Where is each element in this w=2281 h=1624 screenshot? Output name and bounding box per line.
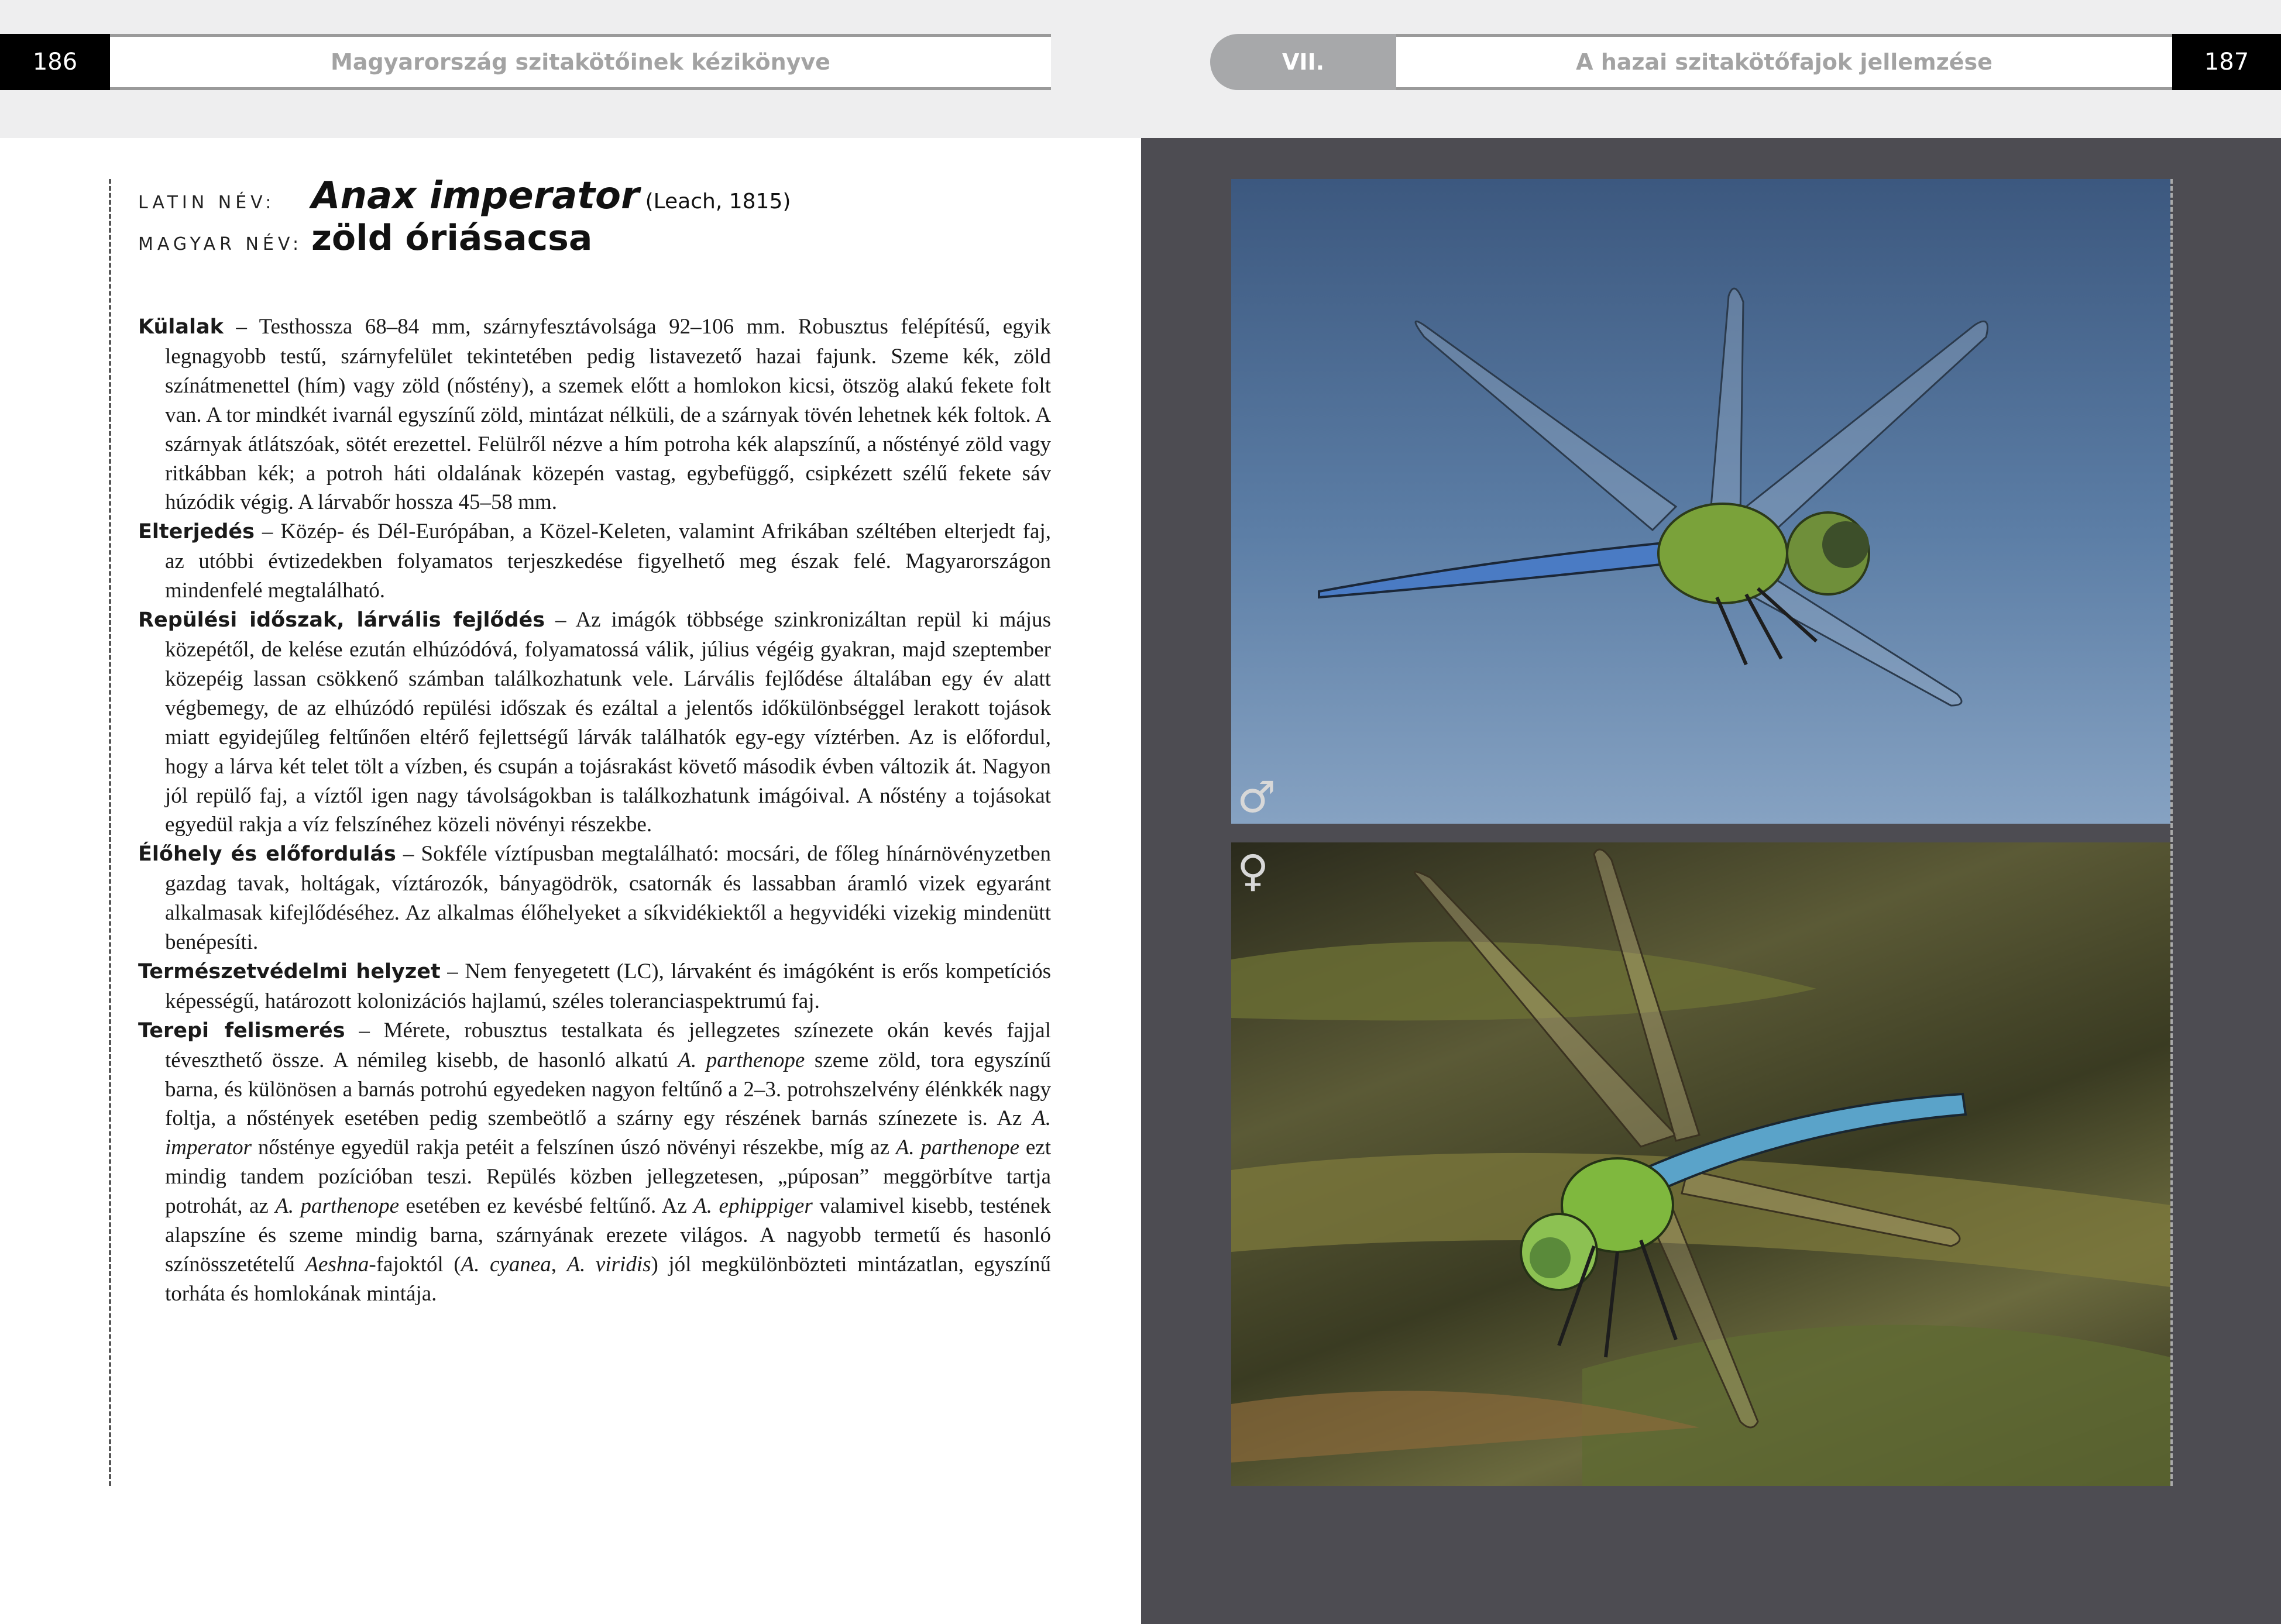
section-text: Közép- és Dél-Európában, a Közel-Keleten, valamint Afrikában széltében elterjedt faj, az utóbbi évtizedekben folyamatos terjeszkedése figyelhető meg észak felé. Magyarországon mindenfelé megtalálható. <box>165 519 1051 603</box>
species-ref: A. ephippiger <box>693 1194 813 1219</box>
section-title: Elterjedés <box>138 520 255 544</box>
section-text: Testhossza 68–84 mm, szárnyfesztávolsága 92–106 mm. Robusztus felépítésű, egyik legnagyobb testű, szárnyfelület tekintetében pedig listavezető hazai fajunk. Szeme kék, zöld színátmenettel (hím) vagy zöld (nőstény), a szemek előtt a homlokon kicsi, ötszög alakú fekete folt van. A tor mindkét ivarnál egyszínű zöld, mintázat nélküli, de a szárnyak tövén lehetnek kék foltok. A szárnyak átlátszóak, sötét erezettel. Felülről nézve a hím potroha kék alapszínű, a nőstényé zöld vagy ritkábban kék; a potroh háti oldalának közepén vastag, egybefüggő, csipkézett szélű fekete sáv húzódik végig. A lárvabőr hossza 45–58 mm. <box>165 315 1051 515</box>
male-dragonfly-photo <box>1231 179 2170 824</box>
section-text: , <box>551 1253 567 1277</box>
section-elterjedes: Elterjedés – Közép- és Dél-Európában, a Közel-Keleten, valamint Afrikában széltében elterjedt faj, az utóbbi évtizedekben folyamatos terjeszkedése figyelhető meg észak felé. Magyarországon mindenfelé megtalálható. <box>138 519 1051 603</box>
hungarian-name: zöld óriásacsa <box>311 218 593 259</box>
section-title: Repülési időszak, lárvális fejlődés <box>138 608 545 632</box>
section-title: Terepi felismerés <box>138 1019 345 1042</box>
left-header-title: Magyarország szitakötőinek kézikönyve <box>110 34 1051 90</box>
female-dragonfly-photo <box>1231 842 2170 1486</box>
left-margin-rule <box>109 179 111 1486</box>
section-terepi: Terepi felismerés – Mérete, robusztus testalkata és jellegzetes színezete okán kevés fajjal téveszthető össze. A némileg kisebb, de hasonló alkatú A. parthenope szeme zöld, tora egyszínű barna, és különösen a barnás potrohú egyedeken nagyon feltűnő a 2–3. potrohszelvény élénkkék nagy foltja, a nőstények esetében pedig szembeötlő a szárny egy részének barnás színezete is. Az A. imperator nősténye egyedül rakja petéit a felszínen úszó növényi részekbe, míg az A. parthenope ezt mindig tandem pozícióban teszi. Repülés közben jellegzetesen, „púposan” meggörbítve tartja potrohát, az A. parthenope esetében ez kevésbé feltűnő. Az A. ephippiger valamivel kisebb, testének alapszíne és szeme mindig barna, szárnyának erezete világos. A nagyobb termetű és hasonló színösszetételű Aeshna-fajoktól (A. cyanea, A. viridis) jól megkülönbözteti mintázatlan, egyszínű torháta és homlokának mintája. <box>138 1018 1052 1306</box>
section-text: esetében ez kevésbé feltűnő. Az <box>399 1194 694 1219</box>
male-symbol: ♂ <box>1237 772 1276 823</box>
section-elohely: Élőhely és előfordulás – Sokféle víztípusban megtalálható: mocsári, de főleg hínárnövényzetben gazdag tavak, holtágak, víztározók, bányagödrök, csatornák és lassabban áramló vizek egyaránt alkalmasak kifejlődéséhez. Az alkalmas élőhelyeket a síkvidékiektől a hegyvidéki vizekig mindenütt benépesíti. <box>138 842 1052 955</box>
hungarian-name-row <box>138 218 791 261</box>
section-text: ezt mindig tandem pozícióban teszi. Repülés közben jellegzetesen, „púposan” meggörbítve tartja potrohát, az <box>165 1136 1052 1219</box>
section-text: Sokféle víztípusban megtalálható: mocsári, de főleg hínárnövényzetben gazdag tavak, holtágak, víztározók, bányagödrök, csatornák és lassabban áramló vizek egyaránt alkalmasak kifejlődéséhez. Az alkalmas élőhelyeket a síkvidékiektől a hegyvidéki vizekig mindenütt benépesíti. <box>165 842 1052 955</box>
section-text: ) jól megkülönbözteti mintázatlan, egyszínű torháta és homlokának mintája. <box>165 1253 1051 1306</box>
species-ref: A. imperator <box>165 1106 1051 1160</box>
species-ref: A. parthenope <box>678 1048 805 1072</box>
species-ref: A. parthenope <box>895 1136 1020 1160</box>
right-header-title: A hazai szitakötőfajok jellemzése <box>1396 34 2172 90</box>
photo-edge-rule <box>2170 179 2173 1486</box>
species-ref: A. viridis <box>566 1253 651 1277</box>
species-ref: Aeshna <box>305 1253 369 1277</box>
left-page-number: 186 <box>0 34 110 90</box>
section-repulesi: Repülési időszak, lárvális fejlődés – Az imágók többsége szinkronizáltan repül ki május közepétől, de kelése ezután elhúzódóvá, folyamatossá válik, július végéig gyakran, majd szeptember közepéig lassan csökkenő számban találkozhatunk vele. Lárvális fejlődése általában egy év alatt végbemegy, de az elhúzódó repülési időszak és ezáltal a jelentős időkülönbséggel lerakott tojások miatt egyidejűleg feltűnően eltérő fejlettségű lárvák találhatók egy-egy víztérben. Az is előfordul, hogy a lárva két telet tölt a vízben, és csupán a tojásrakást követő második évben változik át. Nagyon jól repülő faj, a víztől igen nagy távolságokban is találkozhatunk imágóival. A nőstény a tojásokat egyedül rakja a víz felszínéhez közeli növényi részekbe. <box>138 608 1051 837</box>
section-text: valamivel kisebb, testének alapszíne és szeme mindig barna, szárnyának erezete világos. A nagyobb termetű és hasonló színösszetételű <box>165 1194 1052 1277</box>
section-text: nősténye egyedül rakja petéit a felszínen úszó növényi részekbe, míg az <box>252 1136 896 1160</box>
right-page-number: 187 <box>2172 34 2281 90</box>
dragonfly-in-flight-illustration <box>1231 179 2170 824</box>
section-text: Mérete, robusztus testalkata és jellegzetes színezete okán kevés fajjal téveszthető össze. A némileg kisebb, de hasonló alkatú <box>165 1018 1052 1072</box>
species-description <box>138 312 1051 1309</box>
latin-name-row <box>138 174 791 218</box>
dragonfly-on-leaf-illustration <box>1231 842 2170 1486</box>
section-kulalak: Külalak – Testhossza 68–84 mm, szárnyfesztávolsága 92–106 mm. Robusztus felépítésű, egyik legnagyobb testű, szárnyfelület tekintetében pedig listavezető hazai fajunk. Szeme kék, zöld színátmenettel (hím) vagy zöld (nőstény), a szemek előtt a homlokon kicsi, ötszög alakú fekete folt van. A tor mindkét ivarnál egyszínű zöld, mintázat nélküli, de a szárnyak tövén lehetnek kék foltok. A szárnyak átlátszóak, sötét erezettel. Felülről nézve a hím potroha kék alapszínű, a nőstényé zöld vagy ritkábban kék; a potroh háti oldalának közepén vastag, egybefüggő, csipkézett szélű fekete sáv húzódik végig. A lárvabőr hossza 45–58 mm. <box>138 315 1051 515</box>
section-text: szeme zöld, tora egyszínű barna, és különösen a barnás potrohú egyedeken nagyon feltűnő a 2–3. potrohszelvény élénkkék nagy foltja, a nőstények esetében pedig szembeötlő a szárny egy részének barnás színezete is. Az <box>165 1048 1052 1131</box>
latin-author: (Leach, 1815) <box>645 190 791 214</box>
section-text: Nem fenyegetett (LC), lárvaként és imágóként is erős kompetíciós képességű, határozott kolonizációs hajlamú, széles toleranciaspektrumú faj. <box>165 959 1052 1013</box>
species-names <box>138 174 791 261</box>
latin-name: Anax imperator <box>311 174 640 218</box>
species-ref: A. cyanea <box>461 1253 551 1277</box>
section-title: Élőhely és előfordulás <box>138 842 396 866</box>
section-termeszetvedelmi: Természetvédelmi helyzet – Nem fenyegetett (LC), lárvaként és imágóként is erős kompetíciós képességű, határozott kolonizációs hajlamú, széles toleranciaspektrumú faj. <box>138 959 1052 1013</box>
section-text: Az imágók többsége szinkronizáltan repül ki május közepétől, de kelése ezután elhúzódóvá, folyamatossá válik, július végéig gyakran, majd szeptember közepéig lassan csökkenő számban találkozhatunk vele. Lárvális fejlődése általában egy év alatt végbemegy, de az elhúzódó repülési időszak és ezáltal a jelentős időkülönbséggel lerakott tojások miatt egyidejűleg feltűnően eltérő fejlettségű lárvák találhatók egy-egy víztérben. Az is előfordul, hogy a lárva két telet tölt a vízben, és csupán a tojásrakást követő második évben változik át. Nagyon jól repülő faj, a víztől igen nagy távolságokban is találkozhatunk imágóival. A nőstény a tojásokat egyedül rakja a víz felszínéhez közeli növényi részekbe. <box>165 608 1051 837</box>
chapter-tab: VII. <box>1210 34 1396 90</box>
female-symbol: ♀ <box>1237 846 1269 896</box>
species-ref: A. parthenope <box>275 1194 400 1219</box>
section-title: Természetvédelmi helyzet <box>138 959 441 983</box>
section-title: Külalak <box>138 315 224 339</box>
latin-name-label: LATIN NÉV: <box>138 192 276 213</box>
section-text: -fajoktól ( <box>369 1253 461 1277</box>
hungarian-name-label: MAGYAR NÉV: <box>138 234 303 254</box>
